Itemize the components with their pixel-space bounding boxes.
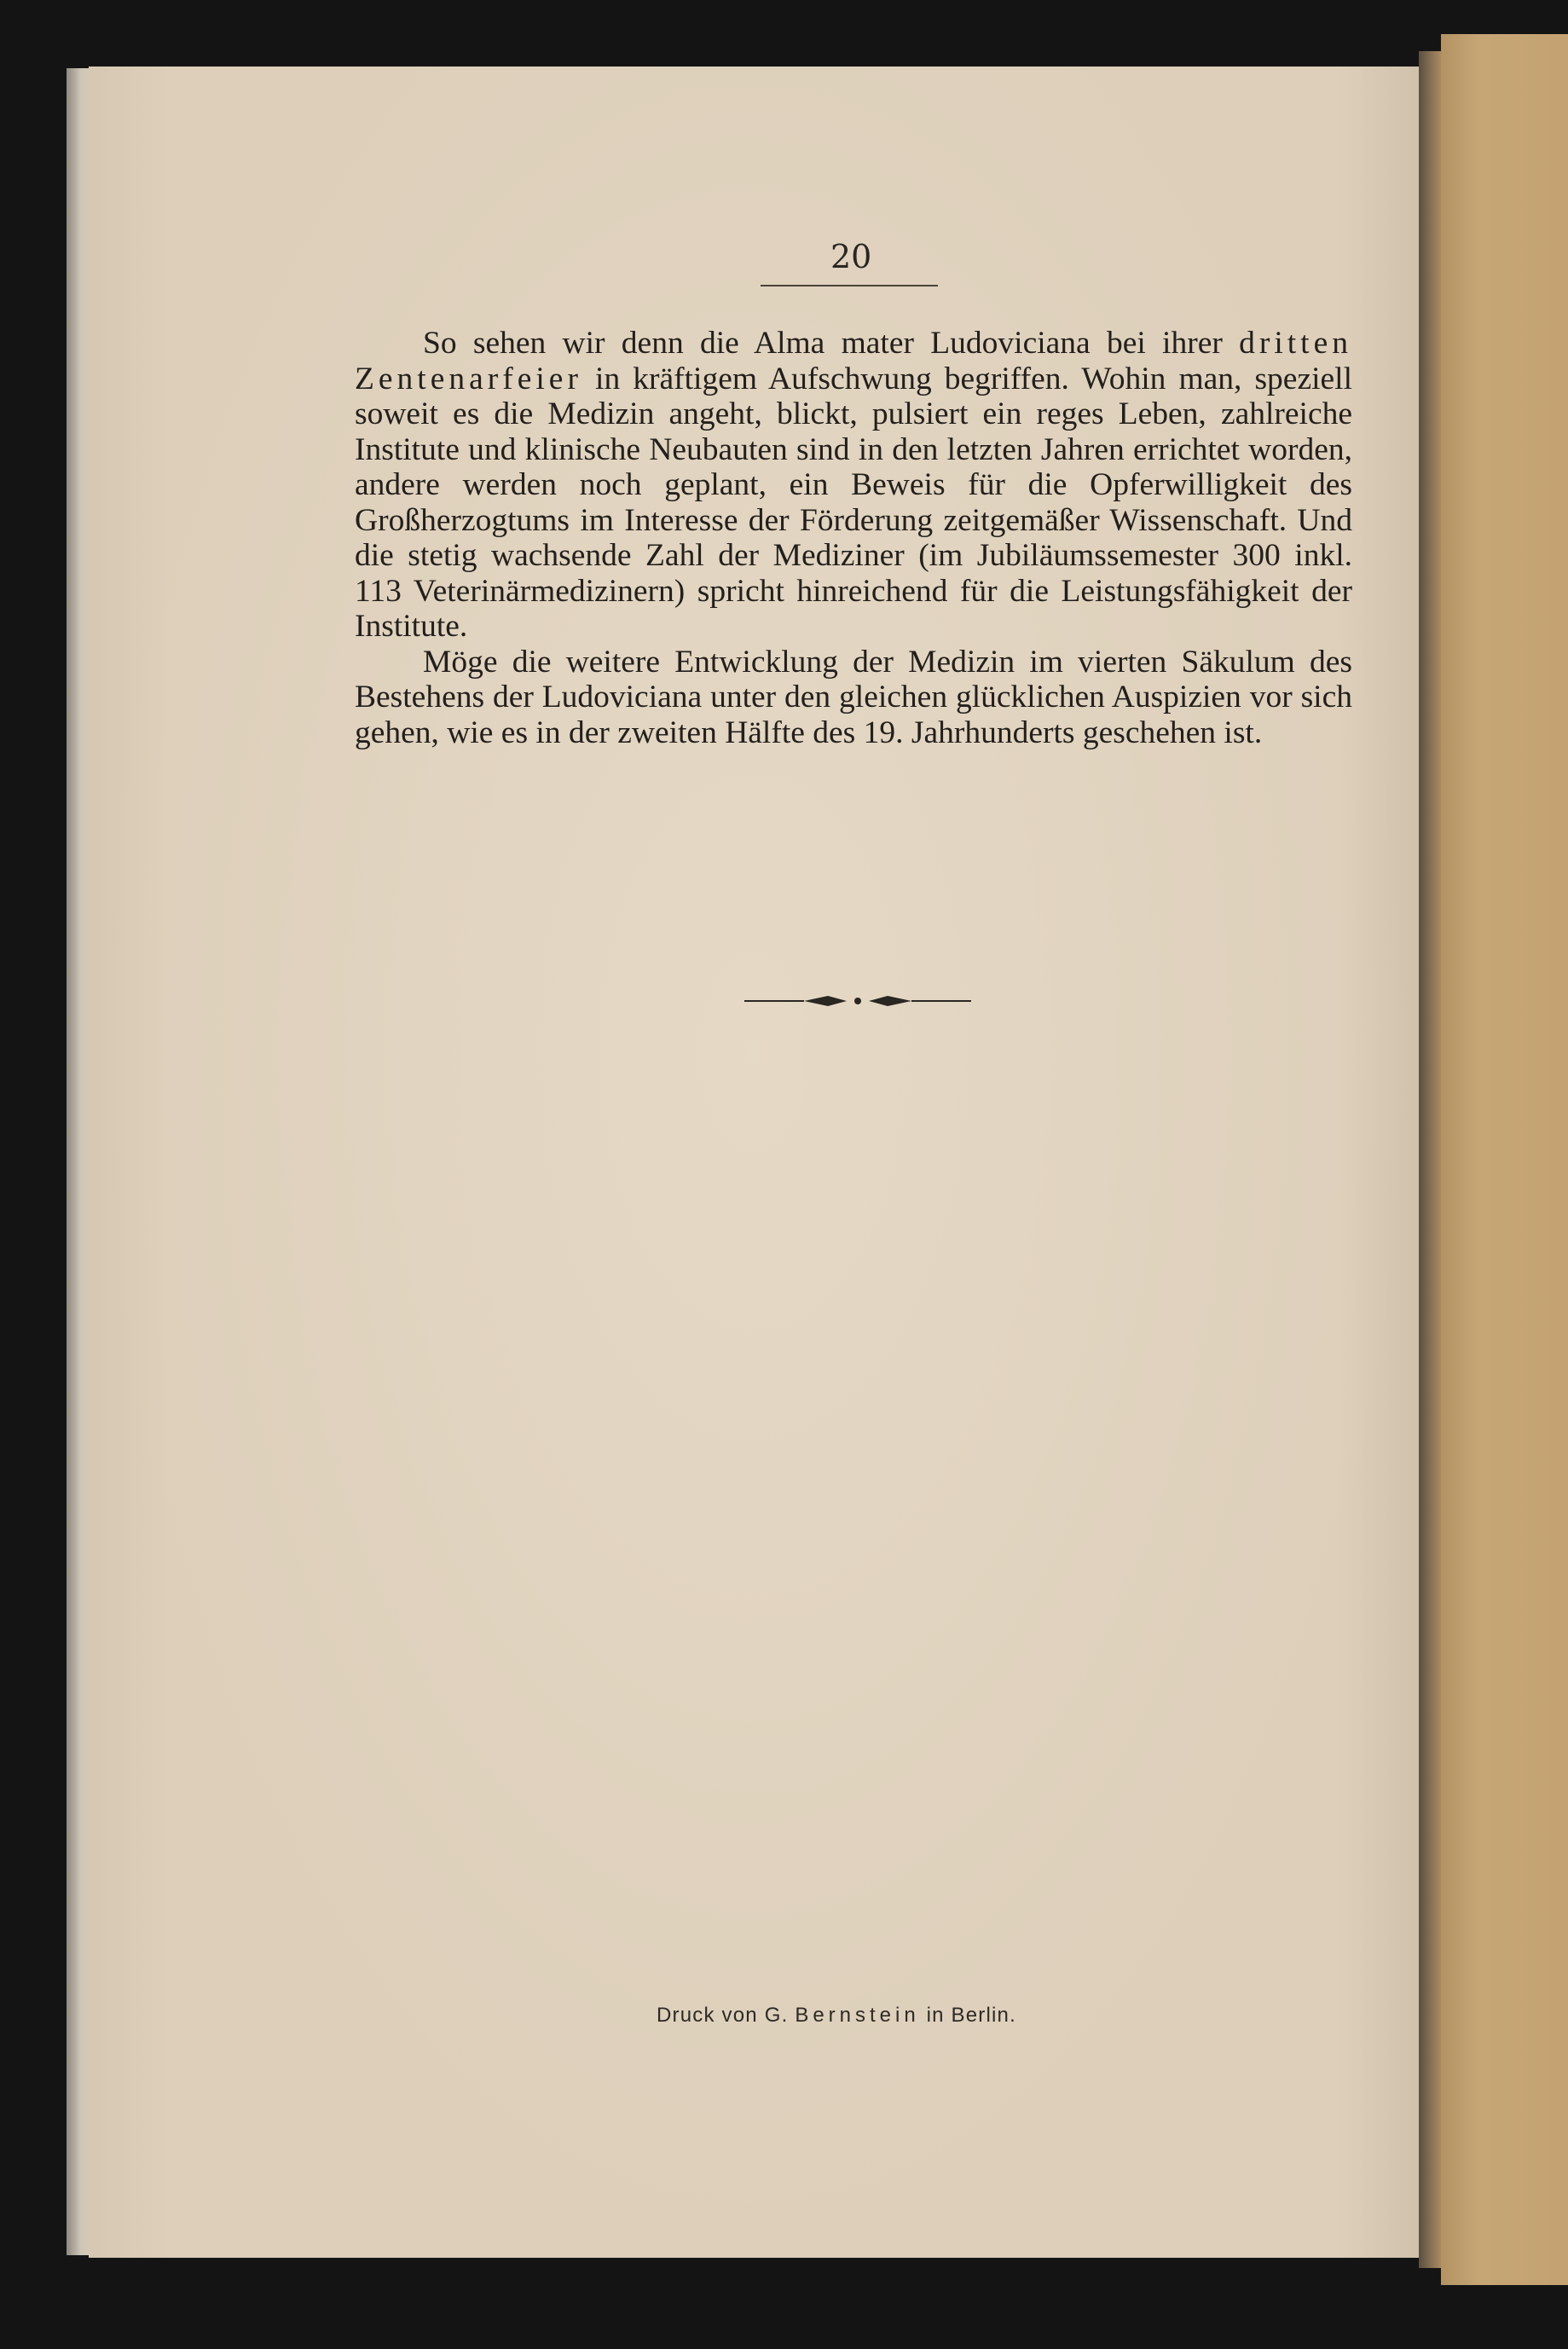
body-text [355, 326, 1352, 750]
paragraph-1 [355, 326, 1352, 645]
paragraph-1-emphasis: dritten Zentenarfeier [355, 326, 1352, 396]
paragraph-2: Möge die weitere Entwicklung der Medizin im vierten Säkulum des Bestehens der Ludoviciana unter den gleichen glücklichen Auspizien vor sich gehen, wie es in der zweiten Hälfte des 19. Jahrhunderts geschehen ist. [355, 644, 1352, 750]
page-stack-right-edge [1419, 51, 1441, 2268]
closing-ornament [744, 992, 971, 1010]
printer-imprint [657, 2004, 1016, 2028]
page-number-rule [761, 285, 938, 286]
paragraph-1-intro: So sehen wir denn die Alma mater Ludoviciana bei ihrer [423, 326, 1240, 361]
imprint-prefix: Druck von G. [657, 2004, 796, 2027]
book-cover-right [1441, 34, 1568, 2285]
imprint-suffix: in Berlin. [919, 2004, 1016, 2027]
page-number: 20 [830, 238, 872, 275]
imprint-printer: Bernstein [795, 2004, 920, 2027]
paragraph-1-rest: in kräftigem Aufschwung begriffen. Wohin man, speziell soweit es die Medizin angeht, blickt, pulsiert ein reges Leben, zahlreiche Institute und klinische Neubauten sind in den letzten Jahren errichtet worden, andere werden noch geplant, ein Beweis für die Opferwilligkeit des Großherzogtums im Interesse der Förderung zeitgemäßer Wissenschaft. Und die stetig wachsende Zahl der Mediziner (im Jubiläumssemester 300 inkl. 113 Veterinärmedizinern) spricht hinreichend für die Leistungsfähigkeit der Institute. [355, 361, 1352, 644]
